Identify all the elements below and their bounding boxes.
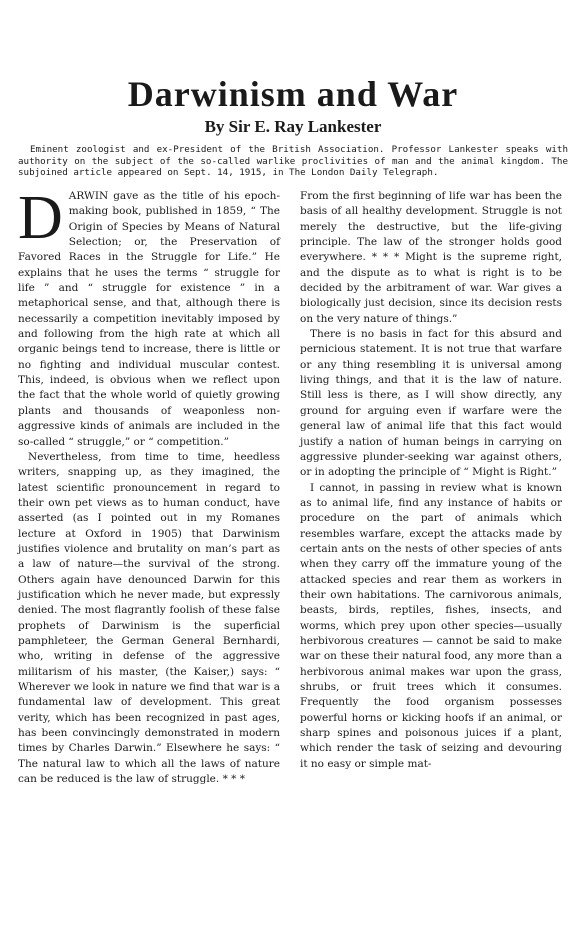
right-paragraph-1: From the first beginning of life war has been the basis of all healthy development. Struggle is not merely the destructive, but the life-giving principle. The law of the stronger holds good everywhere. * * * Might is the supreme right, and the dispute as to what is right is to be decided by the arbitrament of war. War gives a biologically just decision, since its decision rests on the very nature of things.” bbox=[300, 190, 562, 325]
right-paragraph-2: There is no basis in fact for this absurd and pernicious statement. It is not true that warfare or any thing resembling it is universal among living things, and that it is the law of nature. Still less is there, as I will show directly, any ground for arguing even if warfare were the general law of animal life that this fact would justify a nation of human beings in carrying on aggressive plunder-seeking war against others, or in adopting the principle of “ Might is Right.” bbox=[300, 328, 562, 479]
left-paragraph-1-text: ARWIN gave as the title of his epoch-making book, published in 1859, “ The Origin of Species by Means of Natural Selection; or, the Preservation of Favored Races in the Struggle for Life.” He explains that he uses the terms “ struggle for life ” and “ struggle for existence ” in a metaphorical sense, and that, although there is necessarily a competition inevitably imposed by and following from the high rate at which all organic beings tend to increase, there is little or no fighting and individual muscular contest. This, indeed, is obvious when we reflect upon the fact that the whole world of quietly growing plants and thousands of weaponless non-aggressive kinds of animals are included in the so-called “ struggle,” or “ competition.” bbox=[18, 190, 280, 448]
right-paragraph-3: I cannot, in passing in review what is known as to animal life, find any instance of habits or procedure on the part of animals which resembles warfare, except the attacks made by certain ants on the nests of other species of ants when they carry off the immature young of the attacked species and rear them as workers in their own habitations. The carnivorous animals, beasts, birds, reptiles, fishes, insects, and worms, which prey upon other species—usually herbivorous creatures — cannot be said to make war on these their natural food, any more than a herbivorous animal makes war upon the grass, shrubs, or fruit trees which it consumes. Frequently the food organism possesses powerful horns or kicking hoofs if an animal, or sharp spines and poisonous juices if a plant, which render the task of seizing and devouring it no easy or simple mat- bbox=[300, 481, 562, 770]
left-column bbox=[18, 184, 280, 787]
right-column bbox=[300, 189, 562, 772]
left-paragraph-1 bbox=[18, 184, 280, 450]
left-paragraph-2: Nevertheless, from time to time, heedless writers, snapping up, as they imagined, the latest scientific pronouncement in regard to their own pet views as to human conduct, have asserted (as I pointed out in my Romanes lecture at Oxford in 1905) that Darwinism justifies violence and brutality on man’s part as a law of nature—the survival of the strong. Others again have denounced Darwin for this justification which he never made, but expressly denied. The most flagrantly foolish of these false prophets of Darwinism is the superficial pamphleteer, the German General Bernhardi, who, writing in defense of the aggressive militarism of his master, (the Kaiser,) says: “ Wherever we look in nature we find that war is a fundamental law of development. This great verity, which has been recognized in past ages, has been convincingly demonstrated in modern times by Charles Darwin.” Elsewhere he says: “ The natural law to which all the laws of nature can be reduced is the law of struggle. * * * bbox=[18, 450, 280, 786]
article-title: Darwinism and War bbox=[127, 74, 459, 114]
article-byline: By Sir E. Ray Lankester bbox=[204, 117, 382, 136]
article-intro: Eminent zoologist and ex-President of the British Association. Professor Lankester speaks with authority on the subject of the so-called warlike proclivities of man and the animal kingdom. The subjoined article appeared on Sept. 14, 1915, in The London Daily Telegraph. bbox=[18, 144, 568, 178]
drop-cap: D bbox=[18, 184, 63, 252]
